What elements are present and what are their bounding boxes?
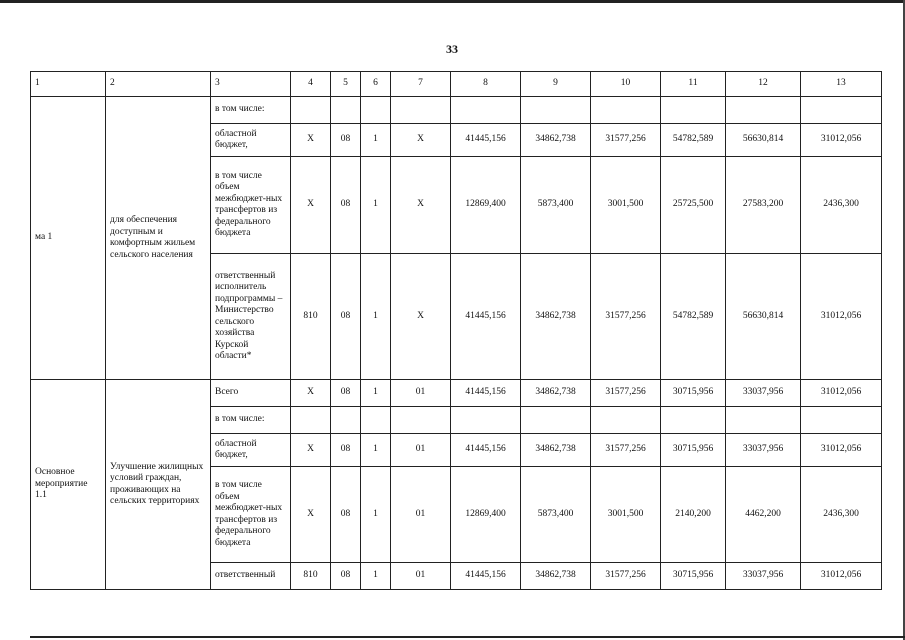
table-cell: 08 [331, 467, 361, 563]
table-cell: 34862,738 [521, 563, 591, 590]
table-cell: Х [291, 380, 331, 407]
table-cell: 31012,056 [801, 380, 882, 407]
table-cell: 08 [331, 563, 361, 590]
header-cell: 6 [361, 72, 391, 97]
header-cell: 5 [331, 72, 361, 97]
header-cell: 11 [661, 72, 726, 97]
table-cell: 2140,200 [661, 467, 726, 563]
table-cell: 31012,056 [801, 563, 882, 590]
table-cell: 30715,956 [661, 434, 726, 467]
table-cell: 30715,956 [661, 380, 726, 407]
table-row [31, 97, 882, 124]
table-cell: Х [291, 157, 331, 254]
table-cell: 34862,738 [521, 380, 591, 407]
table-cell: 08 [331, 434, 361, 467]
table-cell: 01 [391, 563, 451, 590]
scan-edge-bottom [30, 636, 905, 638]
table-cell: 41445,156 [451, 380, 521, 407]
measure-name-cell: Основное мероприятие 1.1 [31, 380, 106, 590]
header-cell: 2 [106, 72, 211, 97]
table-cell: 12869,400 [451, 157, 521, 254]
table-cell: 33037,956 [726, 563, 801, 590]
row-label: в том числе объем межбюджет-ных трансфертов из федерального бюджета [211, 157, 291, 254]
row-label: областной бюджет, [211, 434, 291, 467]
table-cell: 30715,956 [661, 563, 726, 590]
table-cell: 08 [331, 157, 361, 254]
table-cell: 56630,814 [726, 254, 801, 380]
program-description-cell: для обеспечения доступным и комфортным жильем сельского населения [106, 97, 211, 380]
table-cell: 5873,400 [521, 157, 591, 254]
table-cell: 01 [391, 467, 451, 563]
table-cell: 1 [361, 380, 391, 407]
table-cell: 41445,156 [451, 124, 521, 157]
table-cell: Х [391, 124, 451, 157]
table-cell: 34862,738 [521, 434, 591, 467]
row-label: в том числе: [211, 97, 291, 124]
table-cell: 31577,256 [591, 380, 661, 407]
header-cell: 8 [451, 72, 521, 97]
table-cell: 25725,500 [661, 157, 726, 254]
table-cell: 33037,956 [726, 434, 801, 467]
table-cell: 1 [361, 467, 391, 563]
row-label: Всего [211, 380, 291, 407]
table-cell: 31012,056 [801, 254, 882, 380]
header-cell: 10 [591, 72, 661, 97]
table-cell: 31577,256 [591, 563, 661, 590]
table-cell: 1 [361, 563, 391, 590]
table-cell: 810 [291, 254, 331, 380]
table-cell: 3001,500 [591, 157, 661, 254]
table-cell: 1 [361, 254, 391, 380]
table-cell: 810 [291, 563, 331, 590]
header-cell: 13 [801, 72, 882, 97]
scan-edge-top [0, 0, 905, 3]
header-cell: 1 [31, 72, 106, 97]
table-cell: 34862,738 [521, 124, 591, 157]
table-cell: 1 [361, 434, 391, 467]
table-cell: 31577,256 [591, 124, 661, 157]
table-cell: 01 [391, 434, 451, 467]
table-cell: 56630,814 [726, 124, 801, 157]
table-cell: 41445,156 [451, 434, 521, 467]
table-cell: Х [291, 124, 331, 157]
table-cell: 54782,589 [661, 254, 726, 380]
table-cell: Х [391, 157, 451, 254]
table-cell: Х [291, 434, 331, 467]
header-cell: 7 [391, 72, 451, 97]
table-cell: 3001,500 [591, 467, 661, 563]
header-cell: 4 [291, 72, 331, 97]
table-cell: 33037,956 [726, 380, 801, 407]
header-cell: 3 [211, 72, 291, 97]
measure-description-cell: Улучшение жилищных условий граждан, проживающих на сельских территориях [106, 380, 211, 590]
header-cell: 9 [521, 72, 591, 97]
budget-table [30, 71, 882, 590]
table-cell: 41445,156 [451, 563, 521, 590]
table-cell: 31012,056 [801, 434, 882, 467]
table-cell: 08 [331, 380, 361, 407]
table-cell: 27583,200 [726, 157, 801, 254]
table-cell: 01 [391, 380, 451, 407]
table-cell: 2436,300 [801, 467, 882, 563]
program-name-cell: ма 1 [31, 97, 106, 380]
table-cell: 31577,256 [591, 254, 661, 380]
table-cell: 34862,738 [521, 254, 591, 380]
table-cell: 1 [361, 124, 391, 157]
row-label: в том числе объем межбюджет-ных трансфертов из федерального бюджета [211, 467, 291, 563]
table-cell: 4462,200 [726, 467, 801, 563]
table-cell: 41445,156 [451, 254, 521, 380]
table-cell: 54782,589 [661, 124, 726, 157]
header-cell: 12 [726, 72, 801, 97]
table-row [31, 380, 882, 407]
table-cell: Х [291, 467, 331, 563]
row-label: областной бюджет, [211, 124, 291, 157]
table-cell: Х [391, 254, 451, 380]
table-cell: 08 [331, 254, 361, 380]
table-cell: 12869,400 [451, 467, 521, 563]
row-label: в том числе: [211, 407, 291, 434]
table-cell: 08 [331, 124, 361, 157]
table-cell: 5873,400 [521, 467, 591, 563]
table-cell: 1 [361, 157, 391, 254]
table-cell: 31577,256 [591, 434, 661, 467]
table-cell: 31012,056 [801, 124, 882, 157]
header-row [31, 72, 882, 97]
table-cell: 2436,300 [801, 157, 882, 254]
page-number: 33 [446, 42, 458, 56]
row-label: ответственный исполнитель подпрограммы – Министерство сельского хозяйства Курской области* [211, 254, 291, 380]
row-label: ответственный [211, 563, 291, 590]
